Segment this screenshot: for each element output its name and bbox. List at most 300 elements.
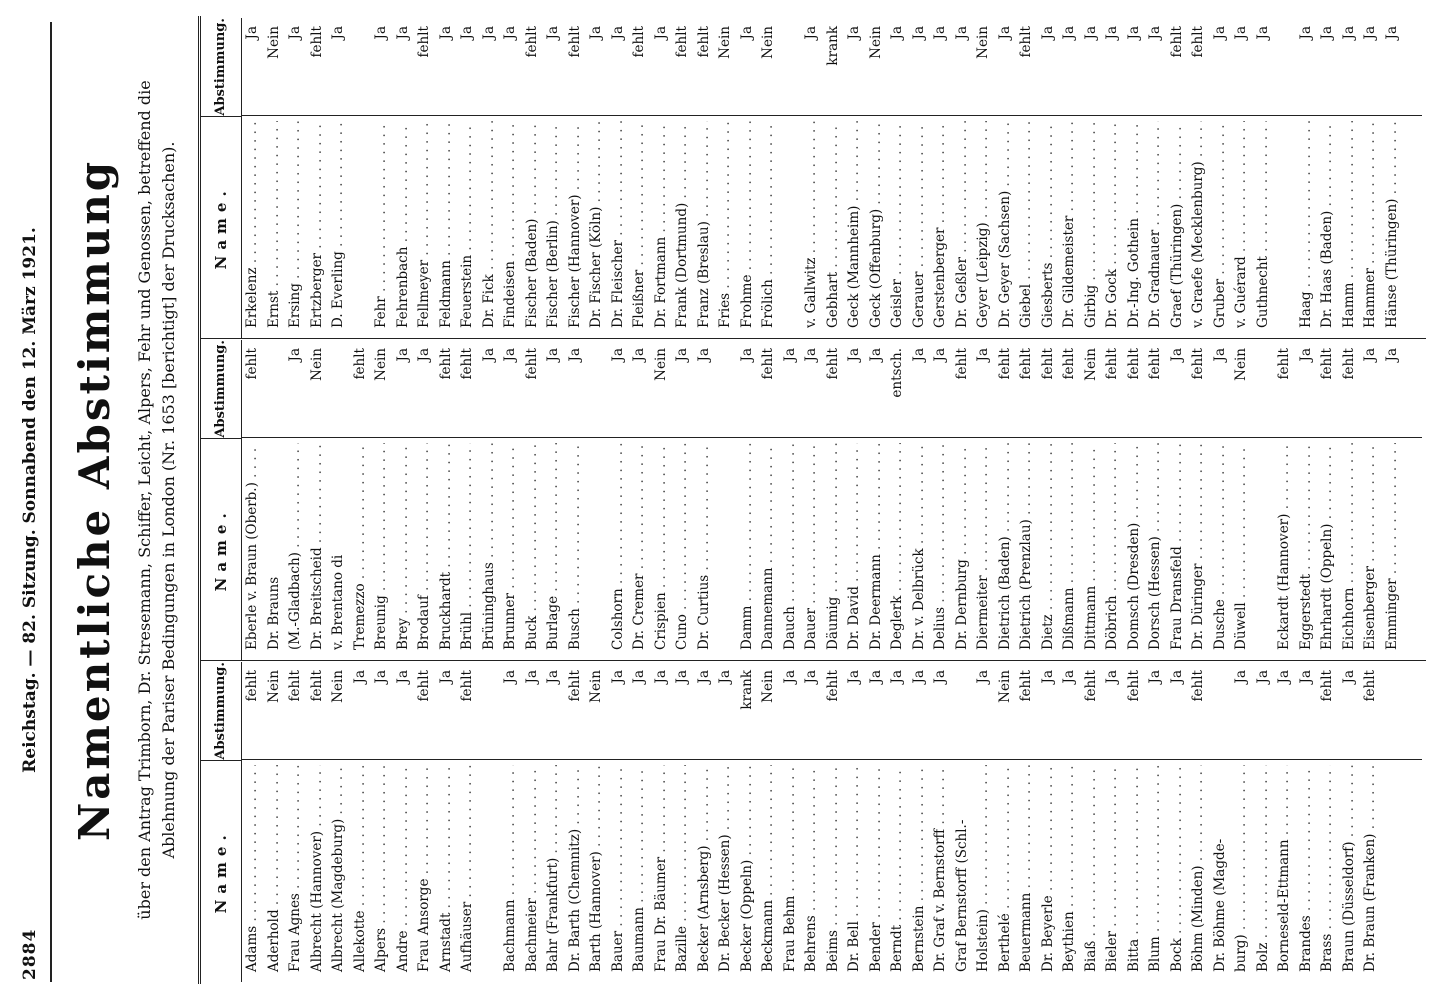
member-vote: fehlt <box>459 670 475 702</box>
member-name: Biaß . . . <box>1081 765 1103 982</box>
section-gap <box>1274 18 1296 338</box>
vote-row <box>758 662 780 982</box>
vote-row <box>414 662 436 982</box>
member-vote: fehlt <box>416 26 432 58</box>
member-name: Ersing . . . <box>285 121 307 338</box>
member-name: Graf Bernstorff (Schl.- <box>953 819 970 972</box>
member-vote: fehlt <box>631 26 647 58</box>
member-name: Dr. Graf v. Bernstorff . . . <box>930 765 952 982</box>
member-name: Hamm . . . <box>1339 121 1361 338</box>
vote-column-1 <box>201 662 1382 982</box>
member-name: Burlage . . . <box>543 443 565 660</box>
vote-row <box>1231 340 1253 660</box>
member-vote: Ja <box>437 26 454 40</box>
vote-row <box>887 340 909 660</box>
member-name: Albrecht (Hannover) . . . <box>307 765 329 982</box>
member-vote: Ja <box>566 348 583 362</box>
member-name: Dr. Dernburg . . . <box>952 443 974 660</box>
member-name: Dr. Gradnauer . . . <box>1145 121 1167 338</box>
member-name: Fischer (Baden) . . . <box>522 121 544 338</box>
member-name: Beythien . . . <box>1059 765 1081 982</box>
member-name: Crispien . . . <box>651 443 673 660</box>
vote-row <box>1296 662 1318 982</box>
member-vote: fehlt <box>1362 670 1378 702</box>
member-name: Aderhold . . . <box>264 765 286 982</box>
member-vote: Ja <box>953 26 970 40</box>
member-name: Dietrich (Prenzlau) . . . <box>1016 443 1038 660</box>
member-name: Emminger . . . <box>1382 443 1404 660</box>
section-gap <box>586 340 608 660</box>
member-name: Berndt . . . <box>887 765 909 982</box>
member-name: Dr. Cremer . . . <box>629 443 651 660</box>
vote-row <box>844 18 866 338</box>
member-vote: Ja <box>889 670 905 684</box>
member-name: Dr. Beyerle . . . <box>1038 765 1060 982</box>
vote-row <box>328 18 350 338</box>
member-vote: Ja <box>695 670 712 684</box>
column-header <box>201 18 242 338</box>
member-vote: Ja <box>502 26 518 40</box>
member-vote: Ja <box>1383 348 1400 362</box>
member-vote: fehlt <box>1147 348 1163 380</box>
member-name: Dr. Gildemeister . . . <box>1059 121 1081 338</box>
member-name: v. Graefe (Mecklenburg) . . . <box>1188 121 1210 338</box>
member-name: Bock . . . <box>1167 765 1189 982</box>
member-vote: Nein <box>1082 348 1099 381</box>
member-vote: fehlt <box>953 348 970 380</box>
member-name: Brandes . . . <box>1296 765 1318 982</box>
member-vote: Ja <box>975 348 991 362</box>
vote-row <box>371 340 393 660</box>
member-vote: Nein <box>330 670 346 703</box>
column-header <box>201 662 242 982</box>
vote-row <box>694 340 716 660</box>
member-vote: fehlt <box>566 670 583 702</box>
member-vote: fehlt <box>523 26 540 58</box>
member-name: Gebhart . . . <box>823 121 845 338</box>
member-vote: Ja <box>1319 26 1335 40</box>
member-name: Dißmann . . . <box>1059 443 1081 660</box>
vote-row <box>264 340 286 660</box>
vote-table <box>198 16 1426 984</box>
vote-row <box>500 662 522 982</box>
vote-row <box>393 18 415 338</box>
vote-row <box>973 340 995 660</box>
member-vote: Ja <box>1297 26 1314 40</box>
member-vote: Nein <box>588 670 604 703</box>
member-vote: Ja <box>652 26 669 40</box>
member-name: Dr. Düringer . . . <box>1188 443 1210 660</box>
member-name: burg) . . . <box>1231 765 1253 982</box>
member-vote: Ja <box>1254 26 1271 40</box>
member-vote: Ja <box>437 670 454 684</box>
member-vote: fehlt <box>523 348 540 380</box>
vote-row <box>328 662 350 982</box>
member-vote: Ja <box>1125 26 1142 40</box>
member-name: Fehr . . . <box>371 121 393 338</box>
member-vote: Ja <box>781 670 798 684</box>
vote-row <box>973 18 995 338</box>
vote-row <box>1253 18 1275 338</box>
member-vote: Nein <box>373 348 389 381</box>
member-vote: fehlt <box>244 348 260 380</box>
member-name: Haag . . . <box>1296 121 1318 338</box>
member-vote: Ja <box>1104 670 1120 684</box>
vote-row <box>801 662 823 982</box>
member-vote <box>952 662 974 765</box>
vote-row <box>436 662 458 982</box>
member-name: Dr. Haas (Baden) . . . <box>1317 121 1339 338</box>
member-name: Barth (Hannover) . . . <box>586 765 608 982</box>
member-vote: Ja <box>287 348 303 362</box>
vote-row <box>715 662 737 982</box>
vote-row <box>586 662 608 982</box>
member-name: Dr. Böhme (Magde- <box>1211 838 1228 972</box>
member-name: Tremezzo . . . <box>350 443 372 660</box>
vote-row <box>522 662 544 982</box>
vote-row <box>1210 18 1232 338</box>
vote-row <box>651 662 673 982</box>
vote-row <box>393 340 415 660</box>
member-name: Fehrenbach . . . <box>393 121 415 338</box>
vote-row <box>1296 18 1318 338</box>
member-name: Frau Dransfeld . . . <box>1167 443 1189 660</box>
vote-rows <box>242 18 1403 338</box>
vote-row <box>930 340 952 660</box>
vote-row <box>522 18 544 338</box>
member-name: Eggerstedt . . . <box>1296 443 1318 660</box>
member-vote: fehlt <box>459 348 475 380</box>
member-name: Bachmeier . . . <box>522 765 544 982</box>
member-vote: Ja <box>1340 670 1357 684</box>
vote-row <box>1081 662 1103 982</box>
vote-row <box>242 18 264 338</box>
vote-row <box>909 340 931 660</box>
member-name: Giebel . . . <box>1016 121 1038 338</box>
member-vote <box>328 340 350 443</box>
member-vote: Ja <box>1168 670 1185 684</box>
vote-row <box>1016 18 1038 338</box>
member-name: Borneseld-Ettmann . . . <box>1274 765 1296 982</box>
vote-row <box>651 18 673 338</box>
member-vote: fehlt <box>1061 348 1077 380</box>
member-name: Dr. Fischer (Köln) . . . <box>586 121 608 338</box>
member-vote: Ja <box>996 26 1013 40</box>
member-name: Brass . . . <box>1317 765 1339 982</box>
member-vote: Ja <box>1168 348 1185 362</box>
section-gap <box>1253 340 1275 660</box>
member-vote: Ja <box>1211 26 1228 40</box>
member-name: Fellmeyer . . . <box>414 121 436 338</box>
member-vote: Ja <box>1039 670 1056 684</box>
member-name: Eckardt (Hannover) . . . <box>1274 443 1296 660</box>
member-vote: Nein <box>652 348 669 381</box>
member-name: Frau Behm . . . <box>780 765 802 982</box>
vote-row <box>1317 340 1339 660</box>
vote-row <box>307 662 329 982</box>
member-name: Becker (Oppeln) . . . <box>737 765 759 982</box>
vote-row <box>866 340 888 660</box>
member-vote: Ja <box>1104 26 1120 40</box>
member-name: Böhm (Minden) . . . <box>1188 765 1210 982</box>
member-vote: fehlt <box>1319 670 1335 702</box>
member-vote: fehlt <box>1276 348 1292 380</box>
member-vote: Ja <box>373 26 389 40</box>
member-name: Frölich . . . <box>758 121 780 338</box>
vote-row <box>586 18 608 338</box>
vote-row <box>307 18 329 338</box>
member-name: Fischer (Berlin) . . . <box>543 121 565 338</box>
vote-row <box>1038 18 1060 338</box>
vote-row <box>1102 662 1124 982</box>
member-vote: Ja <box>1082 26 1099 40</box>
vote-row <box>457 340 479 660</box>
vote-row <box>952 340 974 660</box>
member-name: v. Guérard . . . <box>1231 121 1253 338</box>
member-name: Buck . . . <box>522 443 544 660</box>
member-vote: Ja <box>1297 670 1314 684</box>
member-name: Holstein) . . . <box>973 765 995 982</box>
vote-row <box>780 662 802 982</box>
member-name: Dittmann . . . <box>1081 443 1103 660</box>
member-name: Baumann . . . <box>629 765 651 982</box>
member-name: Braun (Düsseldorf) . . . <box>1339 765 1361 982</box>
vote-row <box>995 340 1017 660</box>
vote-row <box>1210 340 1232 660</box>
member-vote: fehlt <box>824 348 841 380</box>
member-vote: Ja <box>803 348 819 362</box>
vote-row <box>1360 662 1382 982</box>
member-vote: Ja <box>394 348 411 362</box>
vote-row <box>350 662 372 982</box>
vote-header: Abstimmung. <box>201 18 241 117</box>
member-name: Aufhäuser . . . <box>457 765 479 982</box>
member-name: Dr. Gock . . . <box>1102 121 1124 338</box>
member-name: Giesberts . . . <box>1038 121 1060 338</box>
member-vote: entsch. <box>889 348 905 398</box>
member-vote: fehlt <box>760 348 776 380</box>
document-subtitle: über den Antrag Trimborn, Dr. Stresemann, Schiffer, Leicht, Alpers, Fehr und Genossen, betreffend die Ablehnung der Pariser Bedingungen in London (Nr. 1653 [berichtigt] der Drucksachen). <box>135 80 178 920</box>
member-vote: Ja <box>1233 670 1249 684</box>
member-name: Dr. v. Delbrück . . . <box>909 443 931 660</box>
member-vote: Ja <box>695 348 712 362</box>
member-vote: Ja <box>975 670 991 684</box>
vote-row <box>565 340 587 660</box>
member-name: Breunig . . . <box>371 443 393 660</box>
inner-divider <box>242 115 1422 116</box>
name-header: Name. <box>212 829 230 914</box>
member-name: Colshorn . . . <box>608 443 630 660</box>
vote-rows <box>242 662 1382 982</box>
member-vote: Ja <box>394 670 411 684</box>
vote-row <box>371 662 393 982</box>
member-vote: fehlt <box>308 670 325 702</box>
member-name: Bruckhardt . . . <box>436 443 458 660</box>
vote-row <box>909 662 931 982</box>
vote-row <box>1188 340 1210 660</box>
member-name: Gerauer . . . <box>909 121 931 338</box>
page-number: 2884 <box>20 928 40 980</box>
member-vote: fehlt <box>674 26 690 58</box>
member-name: Dr. Deermann . . . <box>866 443 888 660</box>
vote-row <box>780 340 802 660</box>
vote-row <box>565 18 587 338</box>
member-name: Brüninghaus . . . <box>479 443 501 660</box>
member-name: Berthelé . . . <box>995 765 1017 982</box>
member-vote: Ja <box>846 348 862 362</box>
vote-row <box>930 662 952 982</box>
member-vote: fehlt <box>308 26 325 58</box>
member-name: Dr. Fleischer . . . <box>608 121 630 338</box>
member-name: Eichhorn . . . <box>1339 443 1361 660</box>
member-vote: fehlt <box>1190 348 1206 380</box>
member-vote: Nein <box>975 26 991 59</box>
vote-row <box>500 18 522 338</box>
member-vote: fehlt <box>244 670 260 702</box>
member-vote: Ja <box>910 348 927 362</box>
vote-row <box>242 340 264 660</box>
member-name: Geyer (Leipzig) . . . <box>973 121 995 338</box>
member-name: Brey . . . <box>393 443 415 660</box>
member-vote: Nein <box>308 348 325 381</box>
vote-row <box>608 662 630 982</box>
member-vote: fehlt <box>824 670 841 702</box>
member-vote: fehlt <box>1340 348 1357 380</box>
member-vote: Ja <box>609 348 626 362</box>
member-vote: Ja <box>545 26 561 40</box>
member-vote: Ja <box>932 26 948 40</box>
member-vote: Ja <box>738 26 755 40</box>
vote-row <box>1102 18 1124 338</box>
column-divider <box>201 338 1426 339</box>
member-vote: krank <box>824 26 841 66</box>
member-name: Behrens . . . <box>801 765 823 982</box>
vote-row <box>1059 662 1081 982</box>
member-vote: Ja <box>1061 26 1077 40</box>
member-name: Delius . . . <box>930 443 952 660</box>
member-vote: fehlt <box>1104 348 1120 380</box>
vote-column-2 <box>201 340 1403 660</box>
member-name: Frau Ansorge . . . <box>414 765 436 982</box>
name-header: Name. <box>212 185 230 270</box>
member-name: Frank (Dortmund) . . . <box>672 121 694 338</box>
member-name: Ernst . . . <box>264 121 286 338</box>
member-vote: fehlt <box>1082 670 1099 702</box>
member-name: Bolz . . . <box>1253 765 1275 982</box>
member-vote: Nein <box>265 26 282 59</box>
vote-row <box>414 18 436 338</box>
member-name: Brühl . . . <box>457 443 479 660</box>
member-name: Brunner . . . <box>500 443 522 660</box>
vote-row <box>1059 340 1081 660</box>
member-vote: Ja <box>1383 26 1400 40</box>
vote-row <box>307 340 329 660</box>
vote-row <box>1339 18 1361 338</box>
member-vote: Ja <box>523 670 540 684</box>
vote-row <box>1188 662 1210 982</box>
member-name: Domsch (Dresden) . . . <box>1124 443 1146 660</box>
inner-divider <box>242 759 1422 760</box>
vote-row <box>543 18 565 338</box>
member-vote: Ja <box>631 670 647 684</box>
member-name: Frohme . . . <box>737 121 759 338</box>
member-vote: Ja <box>244 26 260 40</box>
member-name: Geck (Mannheim) . . . <box>844 121 866 338</box>
member-name: (M.-Gladbach) . . . <box>285 443 307 660</box>
member-name: Düwell . . . <box>1231 443 1253 660</box>
member-vote: fehlt <box>1018 670 1034 702</box>
vote-row <box>1274 340 1296 660</box>
member-name: Dauer . . . <box>801 443 823 660</box>
inner-divider <box>242 437 1422 438</box>
vote-row <box>866 662 888 982</box>
vote-row <box>1317 18 1339 338</box>
member-vote: Ja <box>738 348 755 362</box>
vote-row <box>651 340 673 660</box>
member-name: Dr. Fortmann . . . <box>651 121 673 338</box>
member-vote: Ja <box>803 670 819 684</box>
member-name: Dannemann . . . <box>758 443 780 660</box>
vote-row <box>543 340 565 660</box>
member-vote: Ja <box>1211 348 1228 362</box>
vote-row <box>672 662 694 982</box>
vote-row <box>629 18 651 338</box>
section-gap <box>780 18 802 338</box>
member-vote: Ja <box>1147 670 1163 684</box>
member-vote: Ja <box>394 26 411 40</box>
vote-row <box>629 340 651 660</box>
member-vote: fehlt <box>695 26 712 58</box>
vote-row <box>264 18 286 338</box>
vote-row <box>823 662 845 982</box>
member-vote: Ja <box>609 670 626 684</box>
vote-row <box>1317 662 1339 982</box>
member-vote: fehlt <box>1168 26 1185 58</box>
vote-row <box>737 662 759 982</box>
member-name: D. Everling . . . <box>328 121 350 338</box>
vote-row <box>522 340 544 660</box>
vote-row <box>930 18 952 338</box>
vote-row <box>801 18 823 338</box>
vote-row <box>1124 340 1146 660</box>
member-vote: Ja <box>588 26 604 40</box>
member-name: Dr. Breitscheid . . . <box>307 443 329 660</box>
member-name: Eisenberger . . . <box>1360 443 1382 660</box>
vote-row <box>1360 18 1382 338</box>
member-vote: Nein <box>996 670 1013 703</box>
member-name: Busch . . . <box>565 443 587 660</box>
member-vote: Nein <box>867 26 884 59</box>
member-vote: fehlt <box>1039 348 1056 380</box>
member-vote: Ja <box>330 26 346 40</box>
member-vote: Ja <box>502 348 518 362</box>
vote-row <box>1382 18 1404 338</box>
member-name: Girbig . . . <box>1081 121 1103 338</box>
vote-row <box>1188 18 1210 338</box>
member-name: Beuermann . . . <box>1016 765 1038 982</box>
vote-row <box>737 340 759 660</box>
name-header: Name. <box>212 507 230 592</box>
vote-row <box>1038 340 1060 660</box>
member-name: Alpers . . . <box>371 765 393 982</box>
vote-row <box>887 18 909 338</box>
member-name: Däumig . . . <box>823 443 845 660</box>
member-name: Bachmann . . . <box>500 765 522 982</box>
header-rule <box>50 22 52 982</box>
member-vote: fehlt <box>1125 670 1142 702</box>
vote-row <box>328 340 350 660</box>
member-vote: Ja <box>932 670 948 684</box>
